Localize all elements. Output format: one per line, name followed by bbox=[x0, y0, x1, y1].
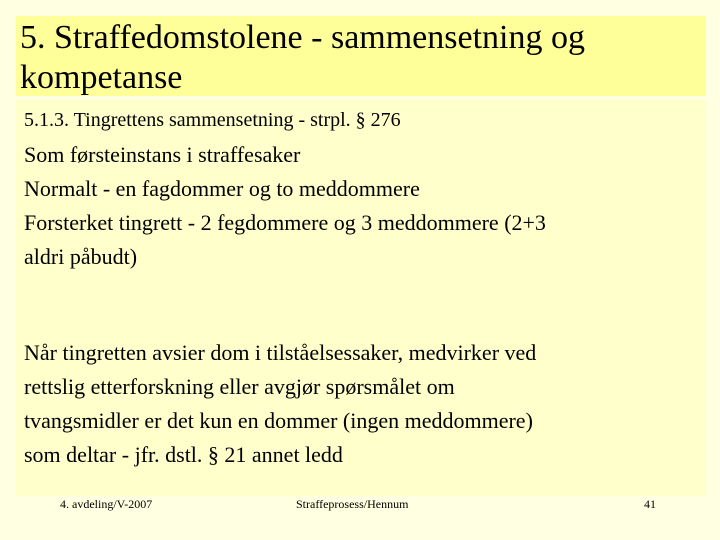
slide-title bbox=[20, 18, 710, 98]
slide-title-line-1: 5. Straffedomstolene - sammensetning og bbox=[20, 19, 585, 56]
paragraph-1-line: Forsterket tingrett - 2 fegdommere og 3 meddommere (2+3 bbox=[24, 210, 546, 235]
footer-department: 4. avdeling/V-2007 bbox=[60, 497, 153, 511]
paragraph-1-line: Som førsteinstans i straffesaker bbox=[24, 142, 301, 167]
footer-course: Straffeprosess/Hennum bbox=[296, 497, 409, 511]
paragraph-2-line: som deltar - jfr. dstl. § 21 annet ledd bbox=[24, 442, 343, 467]
paragraph-1-line: Normalt - en fagdommer og to meddommere bbox=[24, 176, 420, 201]
paragraph-2 bbox=[24, 336, 684, 472]
paragraph-1-line: aldri påbudt) bbox=[24, 244, 138, 269]
paragraph-2-line: rettslig etterforskning eller avgjør spørsmålet om bbox=[24, 374, 455, 399]
footer-page-number: 41 bbox=[644, 497, 656, 511]
subheading: 5.1.3. Tingrettens sammensetning - strpl. § 276 bbox=[24, 109, 401, 131]
slide-title-line-2: kompetanse bbox=[20, 59, 183, 96]
paragraph-2-line: Når tingretten avsier dom i tilståelsessaker, medvirker ved bbox=[24, 340, 537, 365]
paragraph-2-line: tvangsmidler er det kun en dommer (ingen meddommere) bbox=[24, 408, 533, 433]
paragraph-1 bbox=[24, 138, 684, 274]
